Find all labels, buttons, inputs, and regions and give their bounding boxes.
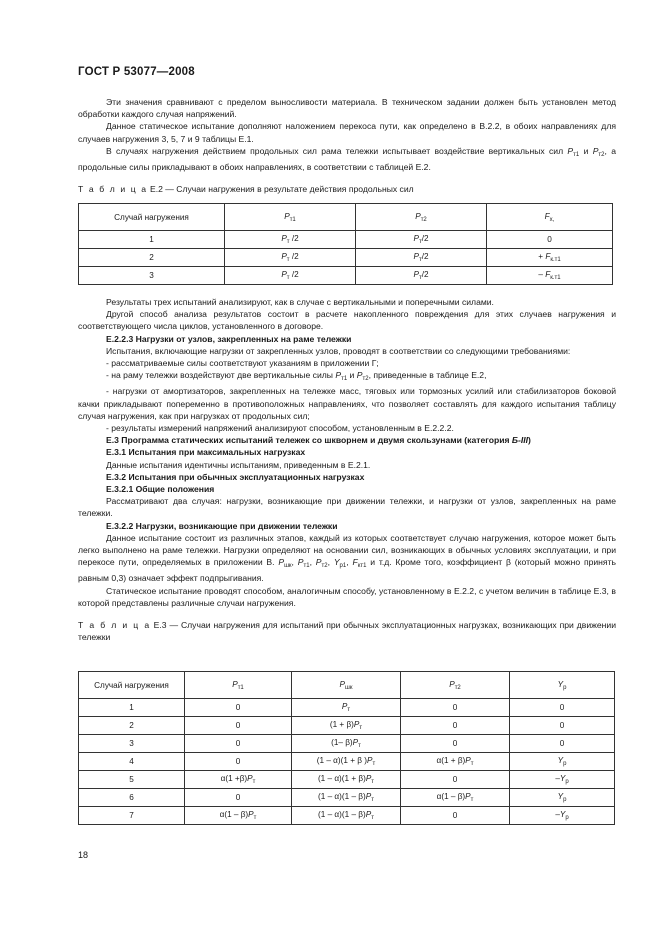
section-heading: Е.3.2.2 Нагрузки, возникающие при движении тележки	[106, 520, 338, 531]
intro-text	[78, 96, 616, 195]
paragraph: Испытания, включающие нагрузки от закрепленных узлов, проводят в соответствии со следующими требованиями:	[106, 345, 571, 356]
table-header: Случай нагружения	[79, 672, 185, 699]
table-header: $P_{т1}$	[185, 672, 292, 699]
list-item: - нагрузки от амортизаторов, закрепленных на тележке масс, тяговых или тормозных усилий или стабилизаторов боковой качки прикладывают попеременно в противоположных направлениях, что позволяет составлять для каждого испытания таблицу случая нагружения, как при нагрузках от продольных сил;	[78, 386, 616, 421]
table-header: $P_{т1}$	[225, 204, 356, 231]
section-heading: Е.3.2 Испытания при обычных эксплуатационных нагрузках	[106, 471, 365, 482]
main-text	[78, 296, 616, 643]
paragraph: Другой способ анализа результатов состоит в расчете накопленного повреждения для этих случаев нагружения и соответствующего числа циклов, установленного в договоре.	[78, 309, 616, 332]
table-header: $F_{x,}$	[487, 204, 613, 231]
table-header: $Y_р$	[510, 672, 615, 699]
table-row: 2 $P_т$ /2 $P_т/2$ + $F_{к.т1}$	[79, 249, 613, 267]
section-heading: Е.3 Программа статических испытаний тележек со шкворнем и двумя скользунами (категория Б-III)	[106, 435, 531, 446]
table-header: $P_{т2}$	[356, 204, 487, 231]
section-heading: Е.2.2.3 Нагрузки от узлов, закрепленных на раме тележки	[106, 333, 352, 344]
paragraph: Данное испытание состоит из различных этапов, каждый из которых соответствует случаю нагружения, которое может быть легко выполнено на раме тележки. Нагрузки определяют на основании сил, возникающих в обычных условиях эксплуатации, и при перекосе пути, определяемых в приложении В. $P_{шк}$, $P_{т1}$, $P_{т2}$, $Y_{р1}$, $F_{кт1}$ и т.д. Кроме того, коэффициент β (который можно принять равным 0,3) означает эффект подпрыгивания.	[78, 532, 616, 584]
table-caption-e3: Т а б л и ц а Е.3 — Случаи нагружения для испытаний при обычных эксплуатационных нагрузках, возникающих при движении тележки	[78, 620, 617, 643]
paragraph: Данные испытания идентичны испытаниям, приведенным в Е.2.1.	[106, 459, 371, 470]
table-row: 7 $\alpha(1 - \beta)P_т$ $(1 - \alpha)(1 - \beta)P_т$ 0 $-Y_р$	[79, 807, 615, 825]
table-header: $P_{т2}$	[401, 672, 510, 699]
table-row: 5 $\alpha(1 +\beta)P_т$ $(1 - \alpha)(1 + \beta)P_т$ 0 $-Y_р$	[79, 771, 615, 789]
table-row: 4 0 (1 – α)(1 + β )$P_т$ $\alpha(1 + \beta)P_т$ $Y_р$	[79, 753, 615, 771]
table-header: $P_{шк}$	[292, 672, 401, 699]
page-number: 18	[78, 850, 89, 860]
list-item: - рассматриваемые силы соответствуют указаниям в приложении Г;	[106, 358, 379, 369]
paragraph: В случаях нагружения действием продольных сил рама тележки испытывает воздействие вертикальных сил $P_{т1}$ и $P_{т2}$, а продольные силы прикладывают в обоих направлениях, в соответствии с таблицей Е.2.	[78, 145, 616, 173]
document-title: ГОСТ Р 53077—2008	[78, 66, 195, 78]
table-row: 1 0 $P_т$ 0 0	[79, 699, 615, 717]
paragraph: Данное статическое испытание дополняют наложением перекоса пути, как определено в В.2.2, в обоих направлениях для случаев нагружения 3, 5, 7 и 9 таблицы Е.1.	[78, 121, 616, 144]
paragraph: Рассматривают два случая: нагрузки, возникающие при движении тележки, и нагрузки от узлов, закрепленных на раме тележки.	[78, 496, 616, 519]
table-row: 6 0 $(1 - \alpha)(1 - \beta)P_т$ $\alpha(1 - \beta)P_т$ $Y_р$	[79, 789, 615, 807]
list-item: - результаты измерений напряжений анализируют способом, установленным в Е.2.2.2.	[106, 423, 454, 434]
table-e2	[78, 203, 613, 285]
paragraph: Эти значения сравнивают с пределом выносливости материала. В техническом задании должен быть установлен метод обработки каждого случая напряжений.	[78, 97, 616, 120]
table-row: 2 0 $(1 + \beta)P_т$ 0 0	[79, 717, 615, 735]
table-row: 1 $P_т$ /2 $P_т/2$ 0	[79, 231, 613, 249]
section-heading: Е.3.1 Испытания при максимальных нагрузках	[106, 447, 306, 458]
table-row: 3 $P_т$ /2 $P_т/2$ – $F_{к.т1}$	[79, 267, 613, 285]
table-header: Случай нагружения	[79, 204, 225, 231]
list-item: - на раму тележки воздействуют две вертикальные силы $P_{т1}$ и $P_{т2}$, приведенные в таблице Е.2,	[106, 370, 487, 383]
table-row: 3 0 (1– $\beta)P_т$ 0 0	[79, 735, 615, 753]
table-e3	[78, 671, 615, 825]
section-heading: Е.3.2.1 Общие положения	[106, 484, 215, 495]
paragraph: Результаты трех испытаний анализируют, как в случае с вертикальными и поперечными силами.	[106, 297, 494, 307]
paragraph: Статическое испытание проводят способом, аналогичным способу, установленному в Е.2.2, с учетом величин в таблице Е.3, в которой представлены различные случаи нагружения.	[78, 585, 616, 608]
table-caption-e2: Т а б л и ц а Е.2 — Случаи нагружения в результате действия продольных сил	[78, 184, 414, 195]
